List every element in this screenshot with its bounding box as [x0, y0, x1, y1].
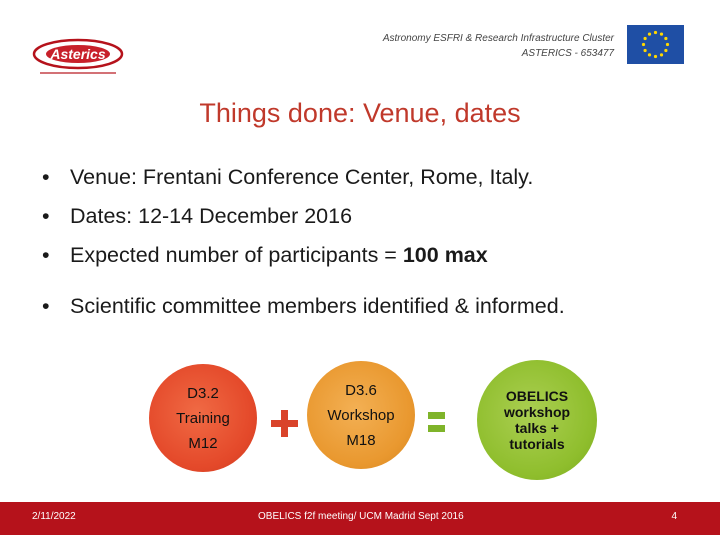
header-text: [383, 31, 614, 61]
eu-star-icon: [664, 49, 667, 52]
header-line-2: ASTERICS - 653477: [521, 48, 614, 59]
eu-star-icon: [660, 53, 663, 56]
bullet-committee: • Scientific committee members identified & informed.: [42, 291, 565, 330]
eu-star-icon: [660, 33, 663, 36]
footer-event: OBELICS f2f meeting/ UCM Madrid Sept 2016: [258, 511, 464, 522]
circle-workshop: D3.6 Workshop M18: [307, 361, 415, 469]
bullet-venue: • Venue: Frentani Conference Center, Rome, Italy.: [42, 162, 565, 201]
eu-star-icon: [666, 43, 669, 46]
footer-bar: [0, 502, 720, 535]
plus-icon: [271, 410, 298, 437]
eu-star-icon: [648, 53, 651, 56]
eu-star-icon: [642, 43, 645, 46]
eu-star-icon: [648, 33, 651, 36]
bullet-list: [42, 162, 565, 330]
eu-star-icon: [644, 49, 647, 52]
header-line-1: Astronomy ESFRI & Research Infrastructure Cluster: [382, 33, 614, 44]
eu-star-icon: [654, 31, 657, 34]
asterics-logo: [28, 32, 128, 80]
eu-star-icon: [664, 37, 667, 40]
circle-obelics-result: OBELICS workshop talks + tutorials: [477, 360, 597, 480]
logo-wordmark: Asterics: [50, 46, 106, 62]
equals-icon: [428, 410, 445, 434]
bullet-participants: • Expected number of participants = 100 max: [42, 240, 565, 279]
eu-star-icon: [644, 37, 647, 40]
participants-max: 100 max: [402, 243, 488, 267]
circle-training: D3.2 Training M12: [149, 364, 257, 472]
eu-star-icon: [654, 55, 657, 58]
bullet-dates: • Dates: 12-14 December 2016: [42, 201, 565, 240]
eu-flag-icon: [627, 25, 684, 64]
page-number: 4: [671, 511, 677, 522]
footer-date: 2/11/2022: [32, 511, 76, 522]
slide-title: Things done: Venue, dates: [199, 98, 521, 128]
